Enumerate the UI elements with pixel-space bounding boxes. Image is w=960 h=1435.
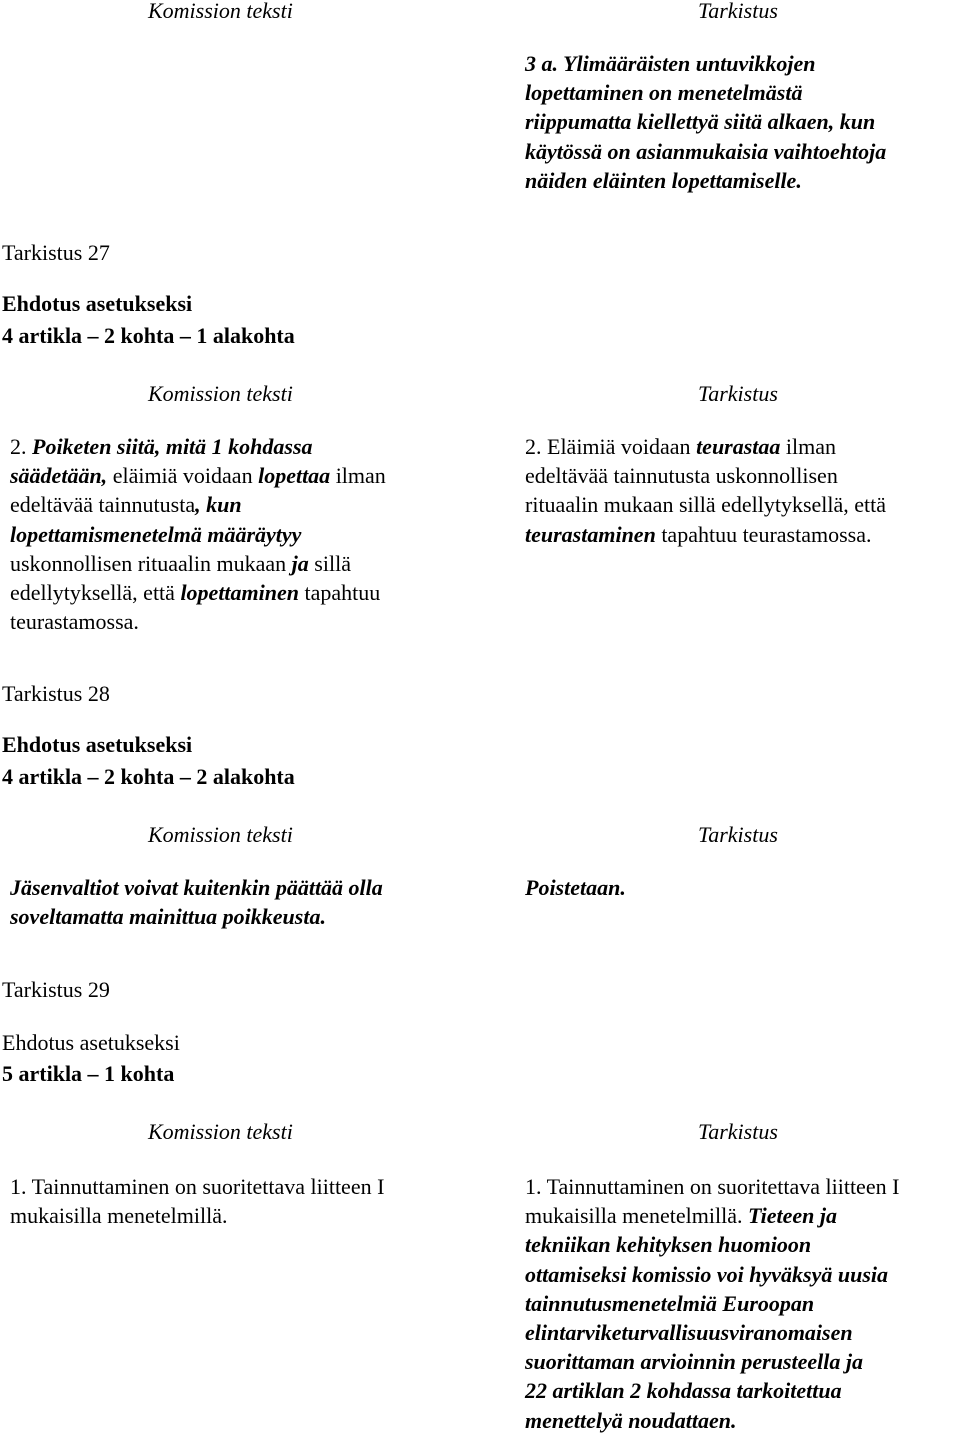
amendment-text-block xyxy=(525,1172,899,1435)
text-line: uskonnollisen rituaalin mukaan ja sillä xyxy=(10,550,351,576)
column-header-amendment: Tarkistus xyxy=(698,381,778,406)
text-line: rituaalin mukaan sillä edellytyksellä, että xyxy=(525,492,887,518)
text-line: tekniikan kehityksen huomioon xyxy=(525,1232,812,1258)
proposal-heading: Ehdotus asetukseksi xyxy=(2,1030,180,1055)
text-line: ottamiseksi komissio voi hyväksyä uusia xyxy=(525,1261,889,1287)
column-header-amendment: Tarkistus xyxy=(698,0,778,23)
text-line: 22 artiklan 2 kohdassa tarkoitettua xyxy=(525,1378,842,1404)
text-line: teurastamossa. xyxy=(10,609,139,635)
text-line: 3 a. Ylimääräisten untuvikkojen xyxy=(525,51,816,76)
text-line: riippumatta kiellettyä siitä alkaen, kun xyxy=(525,109,876,135)
amendment-text-block xyxy=(525,49,886,195)
text-line: edeltävää tainnutusta, kun xyxy=(10,492,242,518)
text-line: säädetään, eläimiä voidaan lopettaa ilman xyxy=(10,463,386,489)
commission-text-block xyxy=(10,432,386,636)
text-line: teurastaminen tapahtuu teurastamossa. xyxy=(525,521,872,547)
column-header-commission: Komission teksti xyxy=(148,1119,293,1144)
column-header-commission: Komission teksti xyxy=(148,0,293,23)
column-header-commission: Komission teksti xyxy=(148,822,293,847)
text-line: soveltamatta mainittua poikkeusta. xyxy=(10,904,326,930)
text-line: Jäsenvaltiot voivat kuitenkin päättää olla xyxy=(10,875,383,900)
amendment-title: Tarkistus 27 xyxy=(2,240,110,265)
article-reference: 4 artikla – 2 kohta – 2 alakohta xyxy=(2,764,295,789)
text-line: näiden eläinten lopettamiselle. xyxy=(525,167,802,193)
text-line: 1. Tainnuttaminen on suoritettava liitteen I xyxy=(525,1174,900,1199)
column-header-commission: Komission teksti xyxy=(148,381,293,406)
proposal-heading: Ehdotus asetukseksi xyxy=(2,732,193,757)
text-line: lopettaminen on menetelmästä xyxy=(525,80,803,106)
text-line: menettelyä noudattaen. xyxy=(525,1407,737,1433)
text-line: 2. Eläimiä voidaan teurastaa ilman xyxy=(525,434,837,459)
column-header-amendment: Tarkistus xyxy=(698,822,778,847)
text-line: käytössä on asianmukaisia vaihtoehtoja xyxy=(525,138,887,164)
text-line: edeltävää tainnutusta uskonnollisen xyxy=(525,463,838,489)
commission-text-block xyxy=(10,873,383,931)
proposal-heading: Ehdotus asetukseksi xyxy=(2,291,193,316)
amendment-title: Tarkistus 28 xyxy=(2,681,110,706)
text-line: suorittaman arvioinnin perusteella ja xyxy=(525,1349,864,1375)
text-line: mukaisilla menetelmillä. xyxy=(10,1203,228,1229)
column-header-amendment: Tarkistus xyxy=(698,1119,778,1144)
amendment-text-block xyxy=(525,873,626,902)
text-line: elintarviketurvallisuusviranomaisen xyxy=(525,1320,853,1346)
text-line: tainnutusmenetelmiä Euroopan xyxy=(525,1290,815,1316)
text-line: Poistetaan. xyxy=(525,875,626,900)
article-reference: 4 artikla – 2 kohta – 1 alakohta xyxy=(2,323,295,348)
article-reference: 5 artikla – 1 kohta xyxy=(2,1061,175,1086)
amendment-text-block xyxy=(525,432,886,549)
text-line: 1. Tainnuttaminen on suoritettava liitteen I xyxy=(10,1174,385,1199)
text-line: edellytyksellä, että lopettaminen tapahtuu xyxy=(10,580,381,606)
amendment-title: Tarkistus 29 xyxy=(2,977,110,1002)
text-line: mukaisilla menetelmillä. Tieteen ja xyxy=(525,1203,837,1229)
commission-text-block xyxy=(10,1172,384,1230)
text-line: 2. Poiketen siitä, mitä 1 kohdassa xyxy=(10,434,313,459)
text-line: lopettamismenetelmä määräytyy xyxy=(10,521,302,547)
